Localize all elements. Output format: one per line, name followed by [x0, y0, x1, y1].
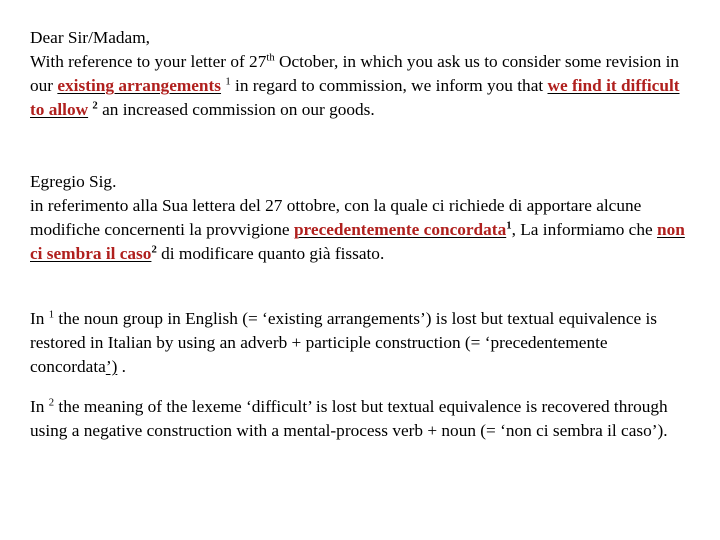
note-2-paragraph [30, 395, 690, 443]
english-letter-paragraph [30, 26, 690, 122]
highlight-we-find-it-difficult: we find it difficult to allow [30, 76, 680, 119]
note-1-text-3: . [117, 357, 126, 376]
english-salutation: Dear Sir/Madam, [30, 28, 150, 47]
footnote-marker-2: 2 [92, 99, 98, 112]
english-text-1: With reference to your letter of 27 [30, 52, 267, 71]
note-2-text-2: the meaning of the lexeme ‘difficult’ is lost but textual equivalence is recovered through using a negative construction with a mental-process verb + noun (= ‘non ci sembra il caso’). [30, 397, 668, 440]
italian-salutation: Egregio Sig. [30, 172, 117, 191]
note-1-text-1: In [30, 309, 49, 328]
note-2-text-1: In [30, 397, 49, 416]
footnote-marker-1: 1 [506, 219, 512, 232]
note-1-marker: 1 [48, 308, 55, 321]
italian-text-1: in referimento alla Sua lettera del 27 ottobre, con la quale ci richiede di apportare alcune modifiche concernenti la provvigione [30, 196, 642, 239]
note-1-text-2: the noun group in English (= ‘existing arrangements’) is lost but textual equivalence is restored in Italian by using an adverb + participle construction (= ‘precedentemente concordata [30, 309, 658, 376]
ordinal-suffix: th [266, 51, 275, 64]
english-text-3: in regard to commission, we inform you that [230, 76, 548, 95]
footnote-marker-2: 2 [151, 243, 157, 256]
note-1-paragraph [30, 307, 690, 379]
english-text-4: an increased commission on our goods. [97, 100, 375, 119]
italian-text-2: , La informiamo che [511, 220, 657, 239]
note-2-marker: 2 [48, 396, 55, 409]
note-1-underlined-close: ’) [105, 357, 118, 376]
italian-text-3: di modificare quanto già fissato. [156, 244, 385, 263]
highlight-existing-arrangements: existing arrangements [57, 76, 222, 95]
highlight-precedentemente-concordata: precedentemente concordata [293, 220, 507, 239]
italian-letter-paragraph [30, 170, 690, 266]
footnote-marker-1: 1 [225, 75, 231, 88]
highlight-non-ci-sembra-il-caso: non ci sembra il caso [30, 220, 685, 263]
english-text-2: October, in which you ask us to consider some revision in our [30, 52, 680, 95]
